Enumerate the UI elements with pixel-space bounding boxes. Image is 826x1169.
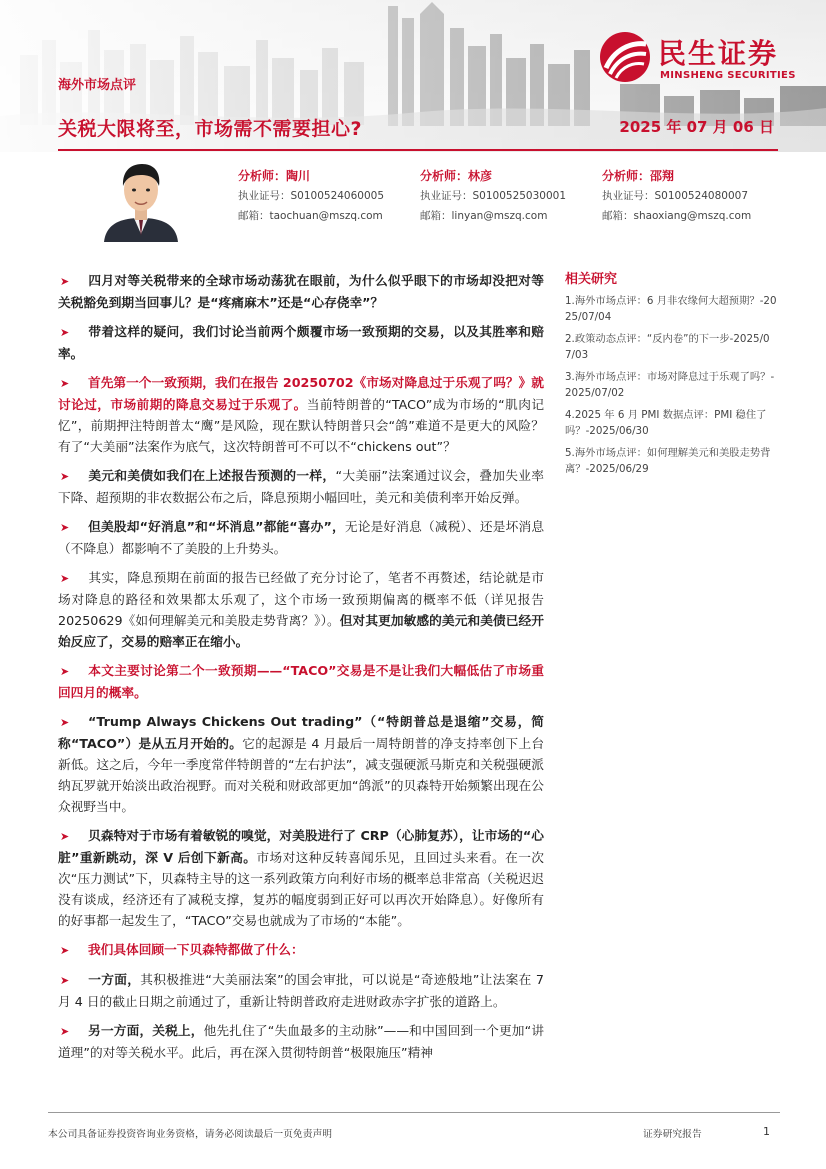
paragraph-12: ➤ 另一方面，关税上，他先扎住了“失血最多的主动脉”——和中国回到一个更加“讲道理”的对等关税水平。此后，再在深入贯彻特朗普“极限施压”精神 bbox=[58, 1023, 545, 1060]
analyst-name: 分析师：林彦 bbox=[420, 169, 493, 183]
analyst-photo bbox=[100, 158, 182, 242]
paragraph-2: ➤ 带着这样的疑问，我们讨论当前两个颇覆市场一致预期的交易，以及其胜率和赔率。 bbox=[58, 324, 544, 361]
company-logo bbox=[598, 30, 808, 86]
analyst-cert: 执业证号：S0100525030001 bbox=[420, 190, 567, 202]
page-footer bbox=[48, 1112, 780, 1142]
related-research-item[interactable]: 5.海外市场点评：如何理解美元和美股走势背离？-2025/06/29 bbox=[565, 447, 771, 475]
paragraph-6: ➤ 其实，降息预期在前面的报告已经做了充分讨论了，笔者不再赘述，结论就是市场对降息的路径和效果都太乐观了，这个市场一致预期偏离的概率不低（详见报告 20250629《如何理解美元和美股走势背离？》）。但对其更加敏感的美元和美债已经开始反应了，交易的赔率正在缩小。 bbox=[58, 570, 544, 649]
arrow-bullet-icon: ➤ bbox=[60, 974, 70, 987]
related-research-sidebar bbox=[565, 268, 777, 483]
analyst-3 bbox=[602, 166, 751, 226]
related-research-item[interactable]: 1.海外市场点评：6 月非农缘何大超预期？-2025/07/04 bbox=[565, 295, 777, 323]
paragraph-3: ➤ 首先第一个一致预期，我们在报告 20250702《市场对降息过于乐观了吗？》就讨论过，市场前期的降息交易过于乐观了。当前特朗普的“TACO”成为市场的“肌肉记忆”，前期押注特朗普太“鹰”是风险，现在默认特朗普只会“鸽”难道不是更大的风险？有了“大美丽”法案作为底气，这次特朗普可不可以不“chickens out”？ bbox=[58, 375, 545, 454]
arrow-bullet-icon: ➤ bbox=[60, 1025, 70, 1038]
analyst-name: 分析师：邵翔 bbox=[602, 169, 675, 183]
page-number: 1 bbox=[763, 1125, 770, 1138]
related-research-item[interactable]: 3.海外市场点评：市场对降息过于乐观了吗？-2025/07/02 bbox=[565, 371, 775, 399]
related-research-item[interactable]: 2.政策动态点评：“反内卷”的下一步-2025/07/03 bbox=[565, 333, 770, 361]
report-header bbox=[0, 0, 826, 152]
logo-english-name: MINSHENG SECURITIES bbox=[660, 70, 796, 81]
arrow-bullet-icon: ➤ bbox=[60, 572, 70, 585]
paragraph-11: ➤ 一方面，其积极推进“大美丽法案”的国会审批，可以说是“奇迹般地”让法案在 7 月 4 日的截止日期之前通过了，重新让特朗普政府走进财政赤字扩张的道路上。 bbox=[58, 972, 544, 1009]
header-rule bbox=[58, 149, 778, 151]
analyst-cert: 执业证号：S0100524060005 bbox=[238, 190, 385, 202]
logo-chinese-name: 民生证券 bbox=[658, 37, 779, 70]
paragraph-5: ➤ 但美股却“好消息”和“坏消息”都能“喜办”，无论是好消息（减税）、还是坏消息（不降息）都影响不了美股的上升势头。 bbox=[58, 519, 545, 556]
arrow-bullet-icon: ➤ bbox=[60, 716, 70, 729]
report-title: 关税大限将至，市场需不需要担心? bbox=[58, 118, 363, 140]
paragraph-10: ➤ 我们具体回顾一下贝森特都做了什么： bbox=[58, 939, 544, 961]
arrow-bullet-icon: ➤ bbox=[60, 944, 70, 957]
related-research-item[interactable]: 4.2025 年 6 月 PMI 数据点评：PMI 稳住了吗？-2025/06/30 bbox=[565, 409, 767, 437]
report-category: 海外市场点评 bbox=[58, 78, 137, 93]
analyst-cert: 执业证号：S0100524080007 bbox=[602, 190, 749, 202]
footer-doc-type: 证券研究报告 bbox=[643, 1129, 702, 1140]
paragraph-8: ➤ “Trump Always Chickens Out trading”（“特朗普总是退缩”交易，简称“TACO”）是从五月开始的。它的起源是 4 月最后一周特朗普的净支持率创下上台新低。这之后，今年一季度常伴特朗普的“左右护法”，减支强硬派马斯克和关税强硬派纳瓦罗就开始淡出政治视野。而对关税和财政部更加“鸽派”的贝森特开始频繁出现在公众视野当中。 bbox=[58, 714, 545, 814]
analyst-2 bbox=[420, 166, 566, 226]
analyst-email: 邮箱：shaoxiang@mszq.com bbox=[602, 210, 752, 222]
main-body bbox=[58, 270, 544, 1071]
analyst-email: 邮箱：linyan@mszq.com bbox=[420, 210, 548, 222]
paragraph-1: ➤ 四月对等关税带来的全球市场动荡犹在眼前，为什么似乎眼下的市场却没把对等关税豁免到期当回事儿？是“疼痛麻木”还是“心存侥幸”？ bbox=[58, 273, 544, 310]
arrow-bullet-icon: ➤ bbox=[60, 830, 70, 843]
report-date: 2025 年 07 月 06 日 bbox=[619, 118, 774, 136]
related-research-title: 相关研究 bbox=[565, 272, 618, 287]
arrow-bullet-icon: ➤ bbox=[60, 275, 70, 288]
minsheng-logo-icon bbox=[598, 30, 652, 84]
paragraph-9: ➤ 贝森特对于市场有着敏锐的嗅觉，对美股进行了 CRP（心肺复苏），让市场的“心脏”重新跳动，深 V 后创下新高。市场对这种反转喜闻乐见，且回过头来看。在一次次“压力测试”下，贝森特主导的这一系列政策方向利好市场的概率总非常高（关税迟迟没有谈成，经济还有了减税支撑，复苏的幅度弱到正好可以再次开始降息）。好像所有的好事都一起发生了，“TACO”交易也就成为了市场的“本能”。 bbox=[58, 828, 544, 928]
arrow-bullet-icon: ➤ bbox=[60, 377, 70, 390]
arrow-bullet-icon: ➤ bbox=[60, 665, 70, 678]
arrow-bullet-icon: ➤ bbox=[60, 521, 70, 534]
analyst-1 bbox=[238, 166, 384, 226]
footer-disclaimer: 本公司具备证券投资咨询业务资格，请务必阅读最后一页免责声明 bbox=[48, 1129, 333, 1140]
paragraph-4: ➤ 美元和美债如我们在上述报告预测的一样，“大美丽”法案通过议会，叠加失业率下降、超预期的非农数据公布之后，降息预期小幅回吐，美元和美债利率开始反弹。 bbox=[58, 468, 544, 505]
analyst-email: 邮箱：taochuan@mszq.com bbox=[238, 210, 383, 222]
paragraph-7: ➤ 本文主要讨论第二个一致预期——“TACO”交易是不是让我们大幅低估了市场重回四月的概率。 bbox=[58, 663, 544, 700]
arrow-bullet-icon: ➤ bbox=[60, 326, 70, 339]
analyst-name: 分析师：陶川 bbox=[238, 169, 311, 183]
arrow-bullet-icon: ➤ bbox=[60, 470, 70, 483]
